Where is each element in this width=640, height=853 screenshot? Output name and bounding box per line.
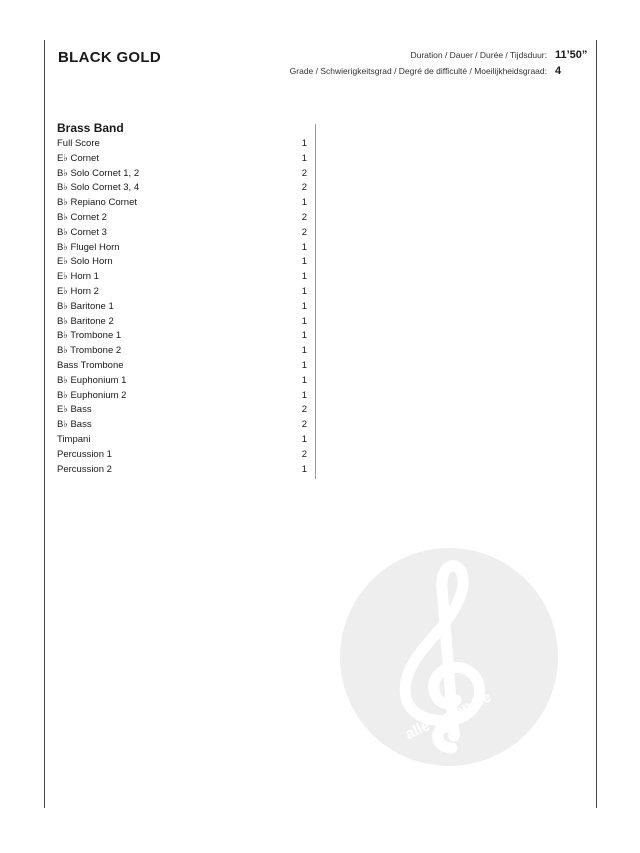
piece-title: BLACK GOLD	[58, 49, 161, 66]
duration-value: 11’50”	[555, 49, 588, 61]
grade-row	[205, 65, 585, 81]
instrument-name: Percussion 2	[57, 463, 112, 475]
instrument-name: E♭ Cornet	[57, 152, 99, 164]
part-count: 1	[301, 359, 307, 371]
list-item	[57, 167, 307, 182]
list-item	[57, 300, 307, 315]
instrument-name: E♭ Horn 1	[57, 271, 99, 283]
instrument-name: E♭ Horn 2	[57, 285, 99, 297]
watermark-logo	[340, 548, 558, 766]
instrument-name: B♭ Repiano Cornet	[57, 197, 137, 209]
treble-clef-icon	[340, 548, 558, 766]
grade-label: Grade / Schwierigkeitsgrad / Degré de difficulté / Moeilijkheidsgraad:	[289, 66, 547, 76]
part-count: 2	[301, 182, 307, 194]
list-item	[57, 448, 307, 463]
instrument-name: E♭ Solo Horn	[57, 256, 113, 268]
list-item	[57, 196, 307, 211]
list-item	[57, 181, 307, 196]
part-count: 1	[301, 241, 307, 253]
list-item	[57, 255, 307, 270]
instrument-name: Timpani	[57, 433, 91, 445]
instrument-name: Percussion 1	[57, 448, 112, 460]
list-item	[57, 374, 307, 389]
instrument-name: B♭ Baritone 1	[57, 300, 114, 312]
part-count: 1	[301, 463, 307, 475]
part-count: 1	[301, 271, 307, 283]
part-count: 1	[301, 330, 307, 342]
instrument-name: B♭ Trombone 1	[57, 330, 122, 342]
instrument-name: B♭ Cornet 3	[57, 226, 107, 238]
column-divider	[315, 124, 316, 479]
list-item	[57, 359, 307, 374]
instrument-name: B♭ Euphonium 1	[57, 374, 127, 386]
list-item	[57, 403, 307, 418]
part-count: 1	[301, 433, 307, 445]
duration-label: Duration / Dauer / Durée / Tijdsduur:	[410, 50, 547, 60]
instrument-name: Full Score	[57, 138, 100, 149]
part-count: 1	[301, 152, 307, 164]
part-count: 1	[301, 197, 307, 209]
part-count: 1	[301, 300, 307, 312]
part-count: 1	[301, 374, 307, 386]
instrument-name: B♭ Solo Cornet 3, 4	[57, 182, 140, 194]
list-item	[57, 329, 307, 344]
list-item	[57, 285, 307, 300]
watermark-text: alle-noten.de	[402, 688, 494, 743]
part-count: 1	[301, 389, 307, 401]
part-count: 2	[301, 167, 307, 179]
list-item	[57, 344, 307, 359]
list-item	[57, 241, 307, 256]
part-count: 2	[301, 404, 307, 416]
list-item	[57, 389, 307, 404]
instrument-name: Bass Trombone	[57, 359, 124, 371]
section-title: Brass Band	[57, 121, 124, 135]
list-item	[57, 137, 307, 152]
part-count: 2	[301, 211, 307, 223]
instrument-name: E♭ Bass	[57, 404, 92, 416]
list-item	[57, 463, 307, 478]
duration-row	[205, 49, 588, 65]
grade-value: 4	[555, 65, 562, 77]
part-count: 2	[301, 419, 307, 431]
part-count: 2	[301, 226, 307, 238]
part-count: 1	[301, 256, 307, 268]
list-item	[57, 315, 307, 330]
list-item	[57, 418, 307, 433]
piece-meta	[205, 49, 588, 81]
instrument-name: B♭ Solo Cornet 1, 2	[57, 167, 140, 179]
instrument-name: B♭ Flugel Horn	[57, 241, 120, 253]
instrument-name: B♭ Bass	[57, 419, 92, 431]
part-count: 2	[301, 448, 307, 460]
instrument-name: B♭ Cornet 2	[57, 211, 107, 223]
instrument-name: B♭ Baritone 2	[57, 315, 114, 327]
part-count: 1	[301, 315, 307, 327]
instrument-list	[57, 137, 307, 477]
list-item	[57, 226, 307, 241]
part-count: 1	[301, 285, 307, 297]
page-border-left	[44, 40, 45, 808]
page-border-right	[596, 40, 597, 808]
instrument-name: B♭ Trombone 2	[57, 345, 122, 357]
list-item	[57, 433, 307, 448]
list-item	[57, 270, 307, 285]
part-count: 1	[301, 345, 307, 357]
instrument-name: B♭ Euphonium 2	[57, 389, 127, 401]
part-count: 1	[301, 138, 307, 149]
list-item	[57, 211, 307, 226]
list-item	[57, 152, 307, 167]
